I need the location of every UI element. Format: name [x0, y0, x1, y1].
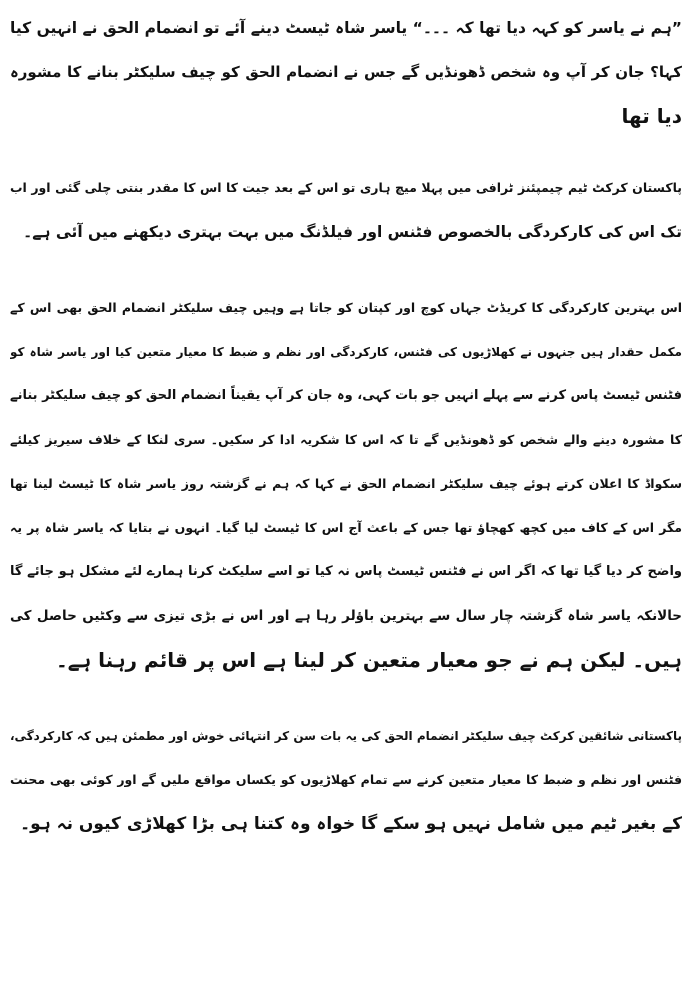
text-line: واضح کر دیا گیا تھا کہ اگر اس نے فٹنس ٹیسٹ پاس نہ کیا تو اسے سلیکٹ کرنا ہمارے لئے مشکل ہو جائے گا: [10, 564, 682, 579]
text-line: دیا تھا: [621, 104, 682, 128]
text-line: پاکستان کرکٹ ٹیم چیمپئنز ٹرافی میں پہلا میچ ہاری تو اس کے بعد جیت کا اس کا مقدر بنتی چلی گئی اور اب: [10, 180, 682, 195]
article-body: [10, 0, 682, 1002]
paragraph-quote-headline: [10, 0, 682, 138]
text-line: سکواڈ کا اعلان کرتے ہوئے چیف سلیکٹر انضمام الحق نے کہا کہ ہم نے گزشتہ روز یاسر شاہ کا ٹیسٹ لینا تھا: [10, 476, 682, 491]
paragraph-intro: [10, 166, 682, 254]
text-line: حالانکہ یاسر شاہ گزشتہ چار سال سے بہترین باؤلر رہا ہے اور اس نے بڑی تیزی سے وکٹیں حاصل کی: [10, 608, 682, 624]
text-line: پاکستانی شائقین کرکٹ چیف سلیکٹر انضمام الحق کی یہ بات سن کر انتہائی خوش اور مطمئن ہیں کہ کارکردگی،: [10, 729, 682, 743]
text-line: فٹنس ٹیسٹ پاس کرنے سے پہلے انہیں جو بات کہی، وہ جان کر آپ یقیناً انضمام الحق کو چیف سلیکٹر بنانے: [10, 388, 682, 403]
text-line: مگر اس کے کاف میں کچھ کھچاؤ تھا جس کے باعث آج اس کا ٹیسٹ لیا گیا۔ انہوں نے بتایا کہ یاسر شاہ پر یہ: [10, 520, 682, 535]
text-line: ہیں۔ لیکن ہم نے جو معیار متعین کر لینا ہے اس پر قائم رہنا ہے۔: [56, 648, 682, 672]
paragraph-conclusion: [10, 714, 682, 846]
text-line: ”ہم نے یاسر کو کہہ دیا تھا کہ ۔۔۔“ یاسر شاہ ٹیسٹ دینے آئے تو انضمام الحق نے انہیں کیا: [10, 19, 682, 37]
text-line: کے بغیر ٹیم میں شامل نہیں ہو سکے گا خواہ وہ کتنا ہی بڑا کھلاڑی کیوں نہ ہو۔: [20, 814, 682, 834]
text-line: کہا؟ جان کر آپ وہ شخص ڈھونڈیں گے جس نے انضمام الحق کو چیف سلیکٹر بنانے کا مشورہ: [10, 63, 682, 81]
paragraph-main: [10, 286, 682, 682]
text-line: کا مشورہ دینے والے شخص کو ڈھونڈیں گے تا کہ اس کا شکریہ ادا کر سکیں۔ سری لنکا کے خلاف سیریز کیلئے: [10, 432, 682, 447]
text-line: فٹنس اور نظم و ضبط کا معیار متعین کرنے سے تمام کھلاڑیوں کو یکساں مواقع ملیں گے اور کوئی بھی محنت: [10, 772, 682, 787]
text-line: تک اس کی کارکردگی بالخصوص فٹنس اور فیلڈنگ میں بہت بہتری دیکھنے میں آئی ہے۔: [23, 223, 682, 241]
text-line: اس بہترین کارکردگی کا کریڈٹ جہاں کوچ اور کپتان کو جاتا ہے وہیں چیف سلیکٹر انضمام الحق بھی اس کے: [10, 300, 682, 315]
text-line: مکمل حقدار ہیں جنہوں نے کھلاڑیوں کی فٹنس، کارکردگی اور نظم و ضبط کا معیار متعین کیا اور یاسر شاہ کو: [10, 345, 682, 359]
